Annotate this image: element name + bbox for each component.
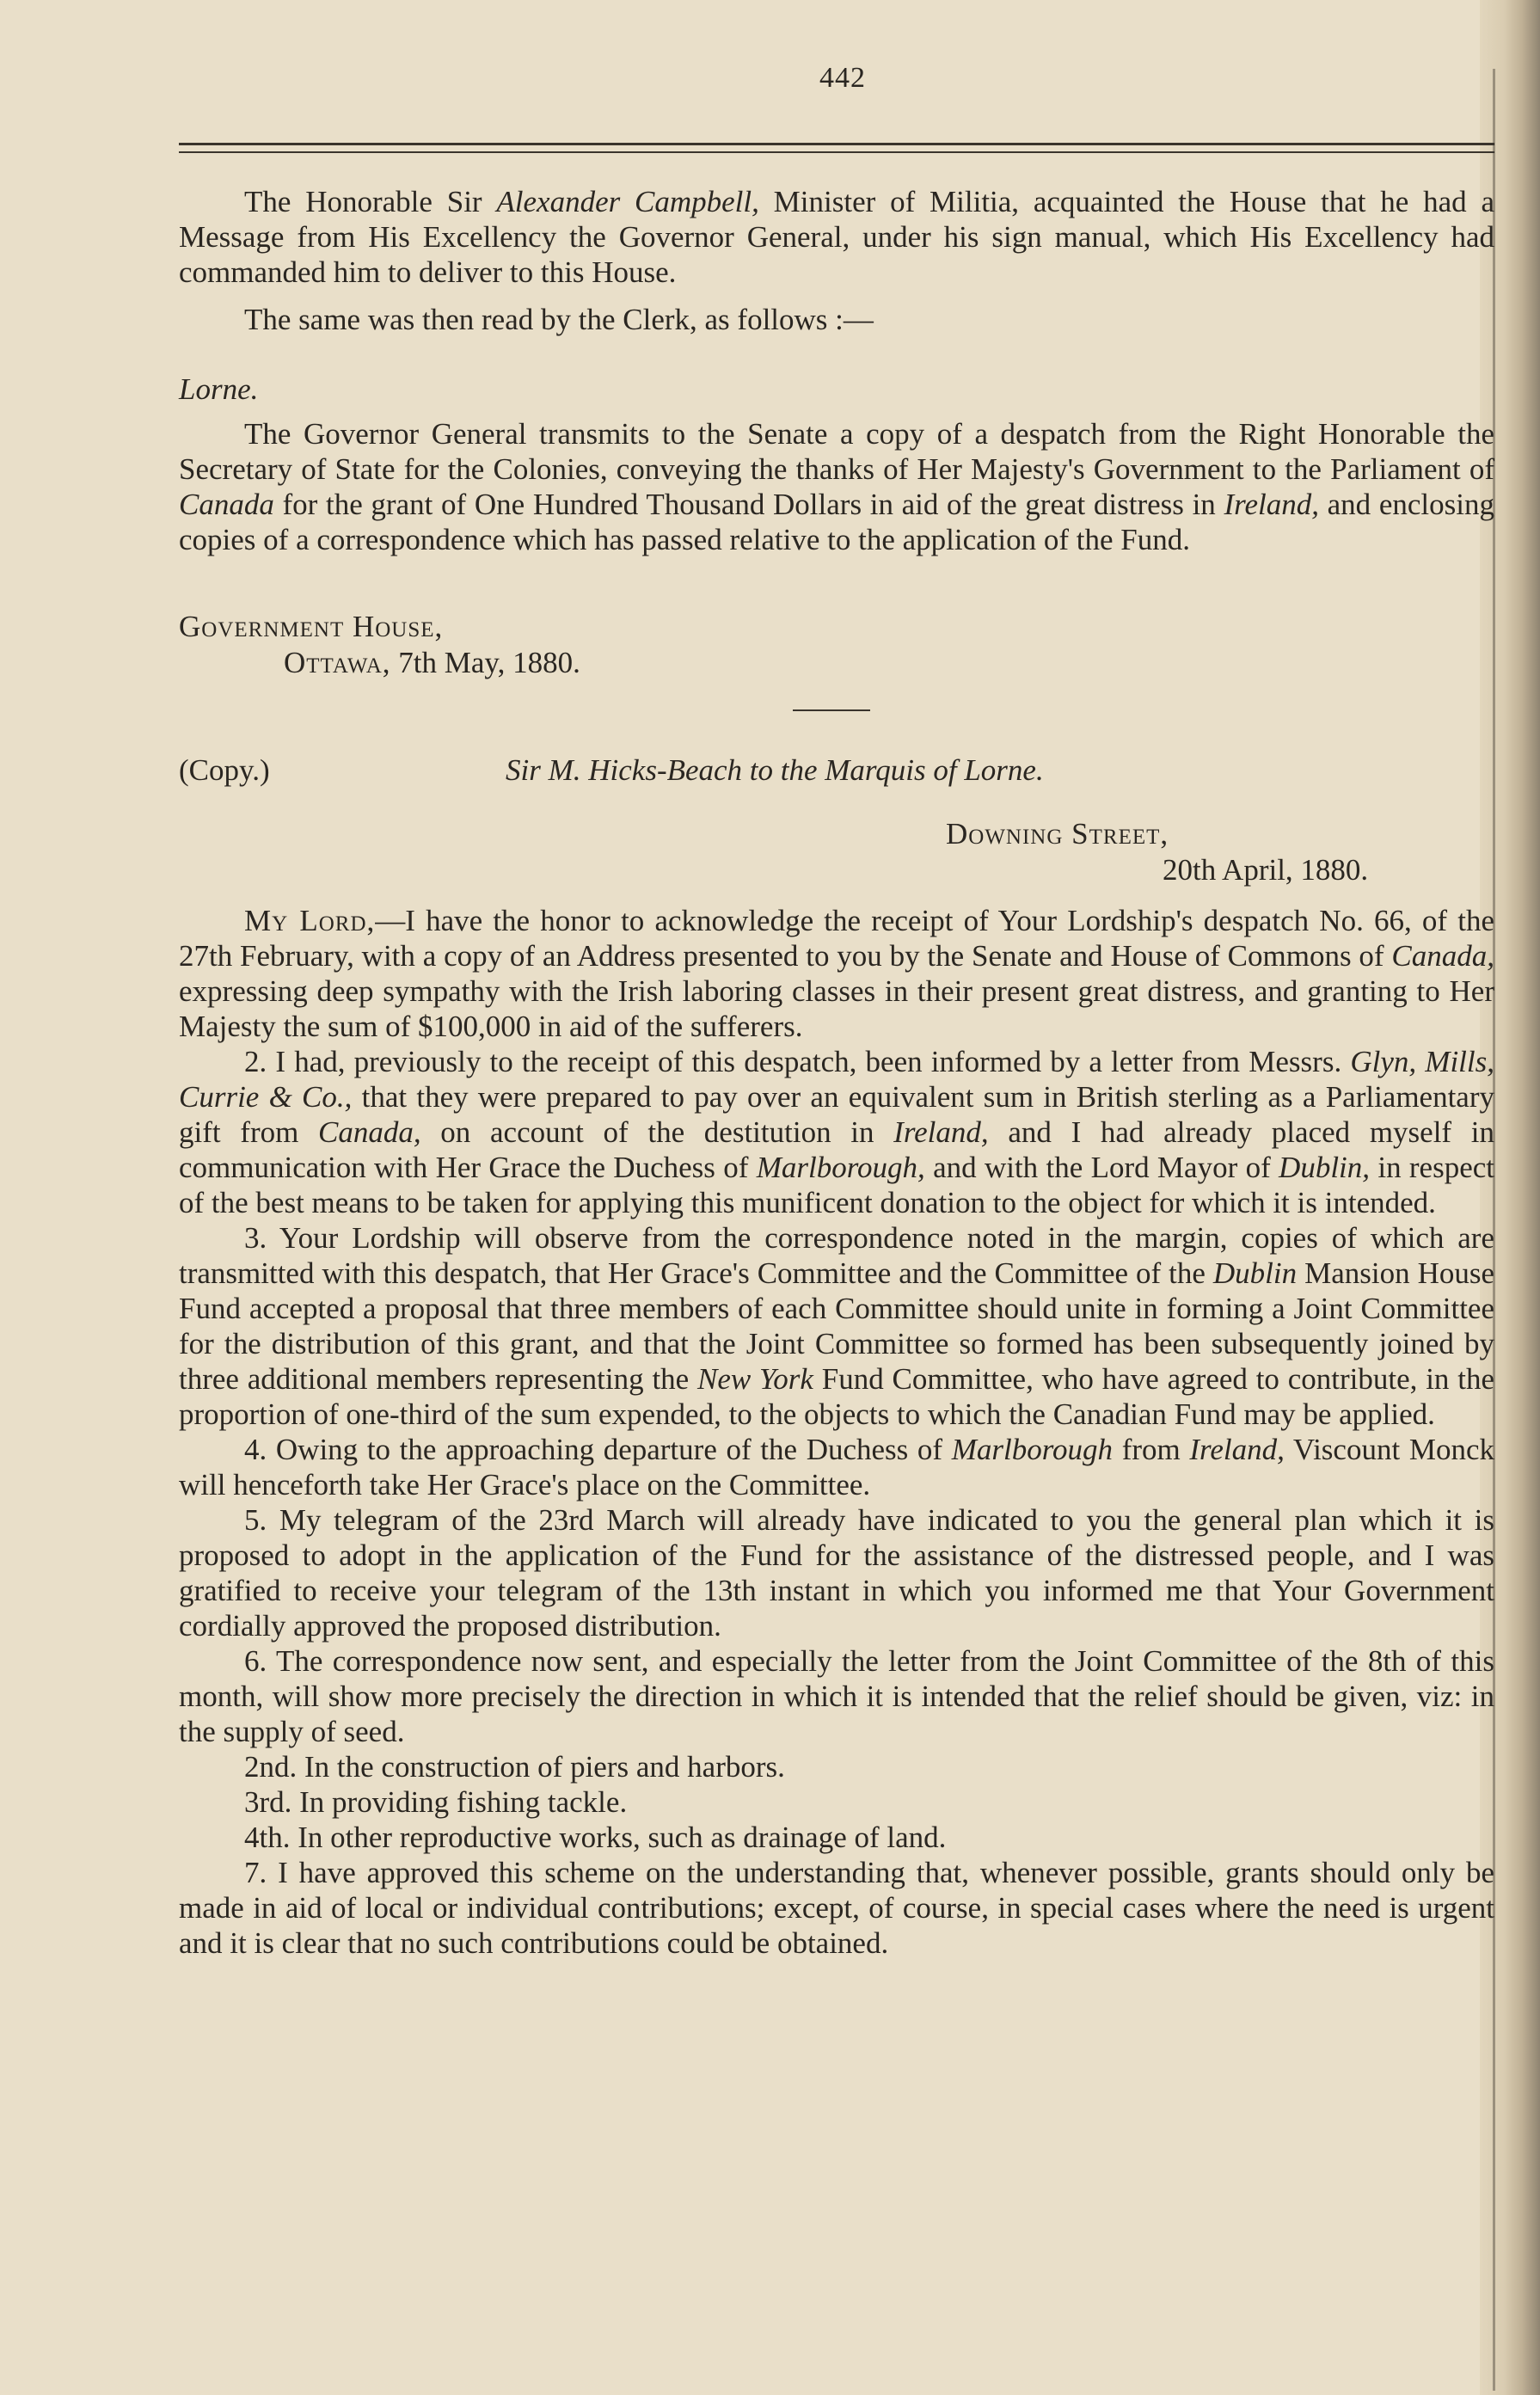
despatch-paragraph-6: 6. The correspondence now sent, and especially the letter from the Joint Committee of the 8th of this month, will show more precisely the direction in which it is intended that the relief should be given, viz: in the supply of seed. — [179, 1644, 1494, 1748]
despatch-item-4: 4th. In other reproductive works, such as drainage of land. — [244, 1821, 947, 1854]
header-rule-bottom — [179, 151, 1494, 153]
reading-note: The same was then read by the Clerk, as follows :— — [244, 303, 874, 336]
despatch-body — [179, 903, 1494, 1961]
despatch-paragraph-1: My Lord,—I have the honor to acknowledge the receipt of Your Lordship's despatch No. 66, of the 27th February, with a copy of an Address presented to you by the Senate and House of Commons of Canada, expressing deep sympathy with the Irish laboring classes in their present great distress, and granting to Her Majesty the sum of $100,000 in aid of the sufferers. — [179, 904, 1494, 1043]
section-divider — [793, 709, 870, 711]
copy-label: (Copy.) — [179, 753, 270, 787]
despatch-item-3: 3rd. In providing fishing tackle. — [244, 1785, 628, 1819]
despatch-paragraph-4: 4. Owing to the approaching departure of the Duchess of Marlborough from Ireland, Viscount Monck will henceforth take Her Grace's place on the Committee. — [179, 1433, 1494, 1501]
despatch-paragraph-5: 5. My telegram of the 23rd March will already have indicated to you the general plan which it is proposed to adopt in the application of the Fund for the assistance of the distressed people, and I was gratified to receive your telegram of the 13th instant in which you informed me that Your Government cordially approved the proposed distribution. — [179, 1503, 1494, 1643]
message-signature: Lorne. — [179, 372, 259, 406]
intro-section — [179, 184, 1494, 337]
despatch-paragraph-2: 2. I had, previously to the receipt of this despatch, been informed by a letter from Messrs. Glyn, Mills, Currie & Co., that they were prepared to pay over an equivalent sum in British sterling as a Parliamentary gift from Canada, on account of the destitution in Ireland, and I had already placed myself in communication with Her Grace the Duchess of Marlborough, and with the Lord Mayor of Dublin, in respect of the best means to be taken for applying this munificent donation to the object for which it is intended. — [179, 1045, 1495, 1219]
despatch-item-2: 2nd. In the construction of piers and harbors. — [244, 1750, 785, 1784]
despatch-paragraph-3: 3. Your Lordship will observe from the correspondence noted in the margin, copies of which are transmitted with this despatch, that Her Grace's Committee and the Committee of the Dublin Mansion House Fund accepted a proposal that three members of each Committee should unite in forming a Joint Committee for the distribution of this grant, and that the Joint Committee so formed has been subsequently joined by three additional members representing the New York Fund Committee, who have agreed to contribute, in the proportion of one-third of the sum expended, to the objects to which the Canadian Fund may be applied. — [179, 1221, 1494, 1431]
intro-paragraph: The Honorable Sir Alexander Campbell, Minister of Militia, acquainted the House that he had a Message from His Excellency the Governor General, under his sign manual, which His Excellency had commanded him to deliver to this House. — [179, 185, 1495, 289]
despatch-title: Sir M. Hicks-Beach to the Marquis of Lorne. — [506, 753, 1044, 787]
message-place-line2: Ottawa, 7th May, 1880. — [284, 646, 580, 679]
page-number: 442 — [819, 62, 866, 94]
despatch-paragraph-7: 7. I have approved this scheme on the understanding that, whenever possible, grants should only be made in aid of local or individual contributions; except, of course, in special cases where the need is urgent and it is clear that no such contributions could be obtained. — [179, 1856, 1494, 1960]
message-body: The Governor General transmits to the Senate a copy of a despatch from the Right Honorable the Secretary of State for the Colonies, conveying the thanks of Her Majesty's Government to the Parliament of Canada for the grant of One Hundred Thousand Dollars in aid of the great distress in Ireland, and enclosing copies of a correspondence which has passed relative to the application of the Fund. — [179, 417, 1494, 556]
despatch-address-line2: 20th April, 1880. — [1163, 853, 1369, 887]
despatch-address-line1: Downing Street, — [946, 817, 1169, 851]
header-rule-top — [179, 143, 1494, 145]
message-place-line1: Government House, — [179, 610, 444, 643]
